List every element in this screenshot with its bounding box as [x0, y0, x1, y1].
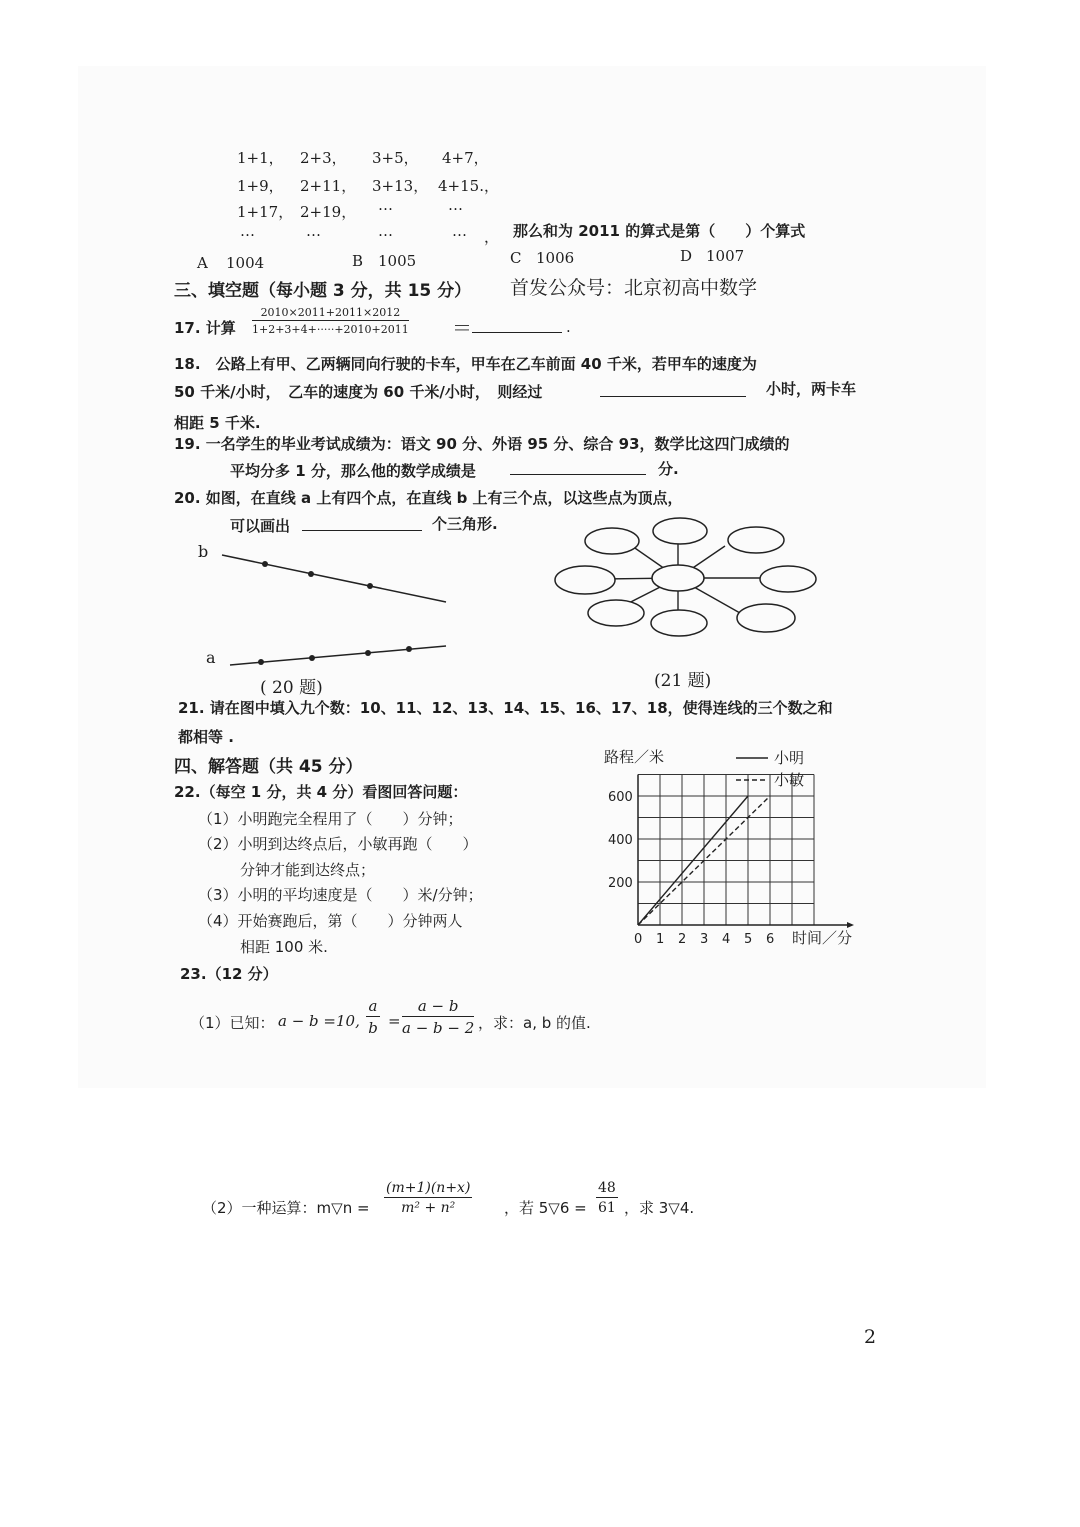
q18-answer-blank[interactable]: [600, 380, 746, 397]
q16-cell: 4+15.，: [438, 177, 499, 195]
q23-part2-value-fraction: [596, 1180, 618, 1216]
y-axis-title: 路程／米: [604, 748, 665, 766]
chart-labels: [604, 748, 852, 947]
q23-part2-fraction: [384, 1180, 472, 1216]
q17-equals: ＝: [452, 316, 472, 340]
q23-part1-right-fraction: [402, 997, 474, 1037]
q22-item: （3）小明的平均速度是（ ）米/分钟；: [198, 886, 483, 904]
q23-part2-mid: ，若 5▽6 =: [504, 1199, 587, 1217]
q16-cell: 2+3，: [300, 149, 347, 167]
x-tick-label: 3: [700, 932, 709, 947]
q22-header: 22.（每空 1 分，共 4 分）看图回答问题：: [174, 783, 468, 801]
q16-cell: …: [378, 196, 393, 214]
q17-answer-blank[interactable]: [472, 316, 562, 333]
x-axis-title: 时间／分: [792, 929, 853, 947]
q16-cell: …: [378, 222, 393, 240]
point-a-1: [258, 659, 264, 665]
q23-part1-left-num: a: [366, 997, 380, 1017]
q21-line2: 都相等 .: [178, 728, 234, 746]
q17-end: .: [566, 318, 571, 336]
x-tick-label: 6: [766, 932, 775, 947]
q16-option-a-value: 1004: [226, 254, 265, 272]
x-tick-label: 1: [656, 932, 665, 947]
q18-line1: 18. 公路上有甲、乙两辆同向行驶的卡车，甲车在乙车前面 40 千米，若甲车的速度为: [174, 355, 757, 373]
q23-part2-suffix: ，求 3▽4.: [624, 1199, 695, 1217]
q22-line-chart: [596, 738, 866, 958]
point-a-3: [365, 650, 371, 656]
q16-option-c-value: 1006: [536, 249, 575, 267]
point-b-1: [262, 561, 268, 567]
q23-part1-right-den: a − b − 2: [402, 1019, 475, 1037]
legend-label-0: 小明: [774, 749, 805, 767]
q16-option-c-letter: C: [510, 249, 522, 267]
q20-line2b: 个三角形.: [432, 515, 498, 533]
q16-cell: …: [306, 222, 321, 240]
q17-numerator: 2010×2011+2011×2012: [252, 306, 409, 321]
q16-option-a-letter: A: [197, 254, 208, 272]
q16-cell: …: [240, 222, 255, 240]
q22-item: 分钟才能到达终点；: [240, 861, 376, 879]
q19-line2b: 分.: [658, 460, 679, 478]
x-axis-arrow: [847, 922, 854, 928]
q16-cell: 3+5，: [372, 149, 419, 167]
q18-line2a: 50 千米/小时， 乙车的速度为 60 千米/小时， 则经过: [174, 383, 543, 401]
point-a-4: [406, 646, 412, 652]
q23-part2-val-num: 48: [598, 1180, 616, 1196]
x-tick-label: 2: [678, 932, 687, 947]
y-tick-label: 600: [608, 790, 633, 805]
q16-cell: 4+7，: [442, 149, 489, 167]
section-3-title: 三、填空题（每小题 3 分，共 15 分）: [174, 281, 472, 301]
ellipse-upper-left[interactable]: [585, 528, 639, 554]
q22-item: （1）小明跑完全程用了（ ）分钟；: [198, 810, 463, 828]
q16-option-b-value: 1005: [378, 252, 417, 270]
q19-line1: 19. 一名学生的毕业考试成绩为：语文 90 分、外语 95 分、综合 93，数学比这四门成绩的: [174, 435, 790, 453]
q22-item: 相距 100 米.: [240, 938, 328, 956]
q16-cell: 2+11，: [300, 177, 357, 195]
ellipse-right[interactable]: [760, 566, 816, 592]
q16-cell: 1+17，: [237, 203, 294, 221]
q23-part1-suffix: ，求：a, b 的值.: [478, 1014, 591, 1032]
ellipse-bottom[interactable]: [651, 610, 707, 636]
q20-lines-figure: [190, 535, 460, 695]
q19-line2a: 平均分多 1 分，那么他的数学成绩是: [230, 462, 476, 480]
q22-item: （4）开始赛跑后，第（ ）分钟两人: [198, 912, 463, 930]
q23-part1-right-num: a − b: [402, 997, 474, 1017]
q16-option-d-letter: D: [680, 247, 693, 265]
q20-caption: ( 20 题): [260, 678, 323, 698]
y-tick-label: 400: [608, 833, 633, 848]
q17-fraction: [252, 306, 409, 336]
x-tick-label: 4: [722, 932, 731, 947]
q23-part2-den: m² + n²: [401, 1200, 456, 1216]
q21-ellipse-figure: [550, 515, 830, 645]
ellipse-left[interactable]: [555, 566, 615, 594]
legend-label-1: 小敏: [774, 771, 805, 789]
q16-comma: ，: [484, 228, 500, 246]
q23-part1-equation: a − b =10,: [278, 1012, 360, 1030]
q18-line2b: 小时，两卡车: [766, 380, 857, 398]
ellipse-top[interactable]: [653, 518, 707, 544]
q16-cell: 2+19，: [300, 203, 357, 221]
q20-label-a: a: [206, 648, 216, 667]
q23-part1-prefix: （1）已知：: [190, 1014, 275, 1032]
q16-option-b-letter: B: [352, 252, 364, 270]
q16-cell: …: [448, 196, 463, 214]
q18-line3: 相距 5 千米.: [174, 414, 261, 432]
chart-grid: [638, 775, 814, 926]
point-b-2: [308, 571, 314, 577]
ellipse-lower-right[interactable]: [737, 604, 795, 632]
q23-part1-equals: =: [388, 1012, 401, 1030]
q23-part1-left-fraction: [366, 997, 380, 1037]
q21-line1: 21. 请在图中填入九个数：10、11、12、13、14、15、16、17、18，使得连线的三个数之和: [178, 699, 833, 717]
center-ellipse[interactable]: [652, 565, 704, 591]
q16-question: 那么和为 2011 的算式是第（ ）个算式: [513, 222, 806, 240]
watermark-text: 首发公众号：北京初高中数学: [510, 277, 758, 299]
q20-line2a: 可以画出: [230, 517, 291, 535]
x-tick-label: 5: [744, 932, 753, 947]
q16-cell: 1+1，: [237, 149, 284, 167]
y-tick-label: 200: [608, 876, 633, 891]
q23-header: 23.（12 分）: [180, 965, 278, 983]
q16-cell: 1+9，: [237, 177, 284, 195]
q16-cell: …: [452, 222, 467, 240]
q23-part2-num: (m+1)(n+x): [386, 1180, 471, 1196]
point-b-3: [367, 583, 373, 589]
q17-denominator: 1+2+3+4+·····+2010+2011: [252, 323, 409, 336]
q23-part2-prefix: （2）一种运算：m▽n =: [202, 1199, 370, 1217]
q20-answer-blank[interactable]: [302, 514, 422, 531]
q19-answer-blank[interactable]: [510, 458, 646, 475]
line-b: [222, 555, 446, 602]
ellipse-lower-left[interactable]: [588, 600, 644, 626]
q17-label: 17. 计算: [174, 319, 236, 337]
q23-part1-left-den: b: [368, 1019, 378, 1037]
q20-label-b: b: [198, 542, 209, 561]
q20-line1: 20. 如图，在直线 a 上有四个点，在直线 b 上有三个点，以这些点为顶点，: [174, 489, 683, 507]
q16-cell: 3+13，: [372, 177, 429, 195]
page-number: 2: [864, 1326, 877, 1348]
q23-part2-val-den: 61: [598, 1200, 616, 1216]
x-tick-label: 0: [634, 932, 643, 947]
ellipse-upper-right[interactable]: [728, 527, 784, 553]
q22-item: （2）小明到达终点后，小敏再跑（ ）: [198, 835, 478, 853]
point-a-2: [309, 655, 315, 661]
q16-option-d-value: 1007: [706, 247, 745, 265]
q21-caption: (21 题): [654, 671, 712, 691]
section-4-title: 四、解答题（共 45 分）: [174, 757, 363, 777]
